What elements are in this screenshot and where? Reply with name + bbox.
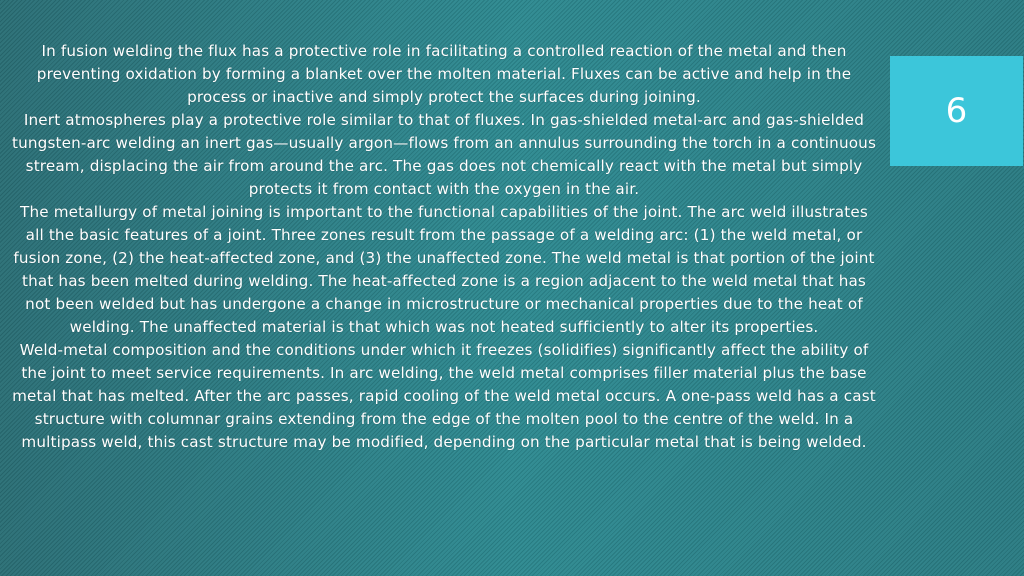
paragraph-weld-metal-composition: Weld-metal composition and the conditions under which it freezes (solidifies) significantly affect the ability of the joint to meet service requirements. In arc welding, the weld metal comprises filler material plus the base metal that has melted. After the arc passes, rapid cooling of the weld metal occurs. A one-pass weld has a cast structure with columnar grains extending from the edge of the molten pool to the centre of the weld. In a multipass weld, this cast structure may be modified, depending on the particular metal that is being welded.: [12, 341, 876, 451]
page-number: 6: [945, 91, 968, 131]
paragraph-inert-atmospheres: Inert atmospheres play a protective role similar to that of fluxes. In gas-shielded metal-arc and gas-shielded tungsten-arc welding an inert gas—usually argon—flows from an annulus surrounding the torch in a continuous stream, displacing the air from around the arc. The gas does not chemically react with the metal but simply protects it from contact with the oxygen in the air.: [12, 111, 877, 198]
page-number-badge: [890, 56, 1023, 166]
body-text: [12, 40, 876, 454]
paragraph-flux: In fusion welding the flux has a protective role in facilitating a controlled reaction of the metal and then preventing oxidation by forming a blanket over the molten material. Fluxes can be active and help in the process or inactive and simply protect the surfaces during joining.: [36, 42, 852, 106]
paragraph-metallurgy: The metallurgy of metal joining is important to the functional capabilities of the joint. The arc weld illustrates all the basic features of a joint. Three zones result from the passage of a welding arc: (1) the weld metal, or fusion zone, (2) the heat-affected zone, and (3) the unaffected zone. The weld metal is that portion of the joint that has been melted during welding. The heat-affected zone is a region adjacent to the weld metal that has not been welded but has undergone a change in microstructure or mechanical properties due to the heat of welding. The unaffected material is that which was not heated sufficiently to alter its properties.: [13, 203, 875, 336]
